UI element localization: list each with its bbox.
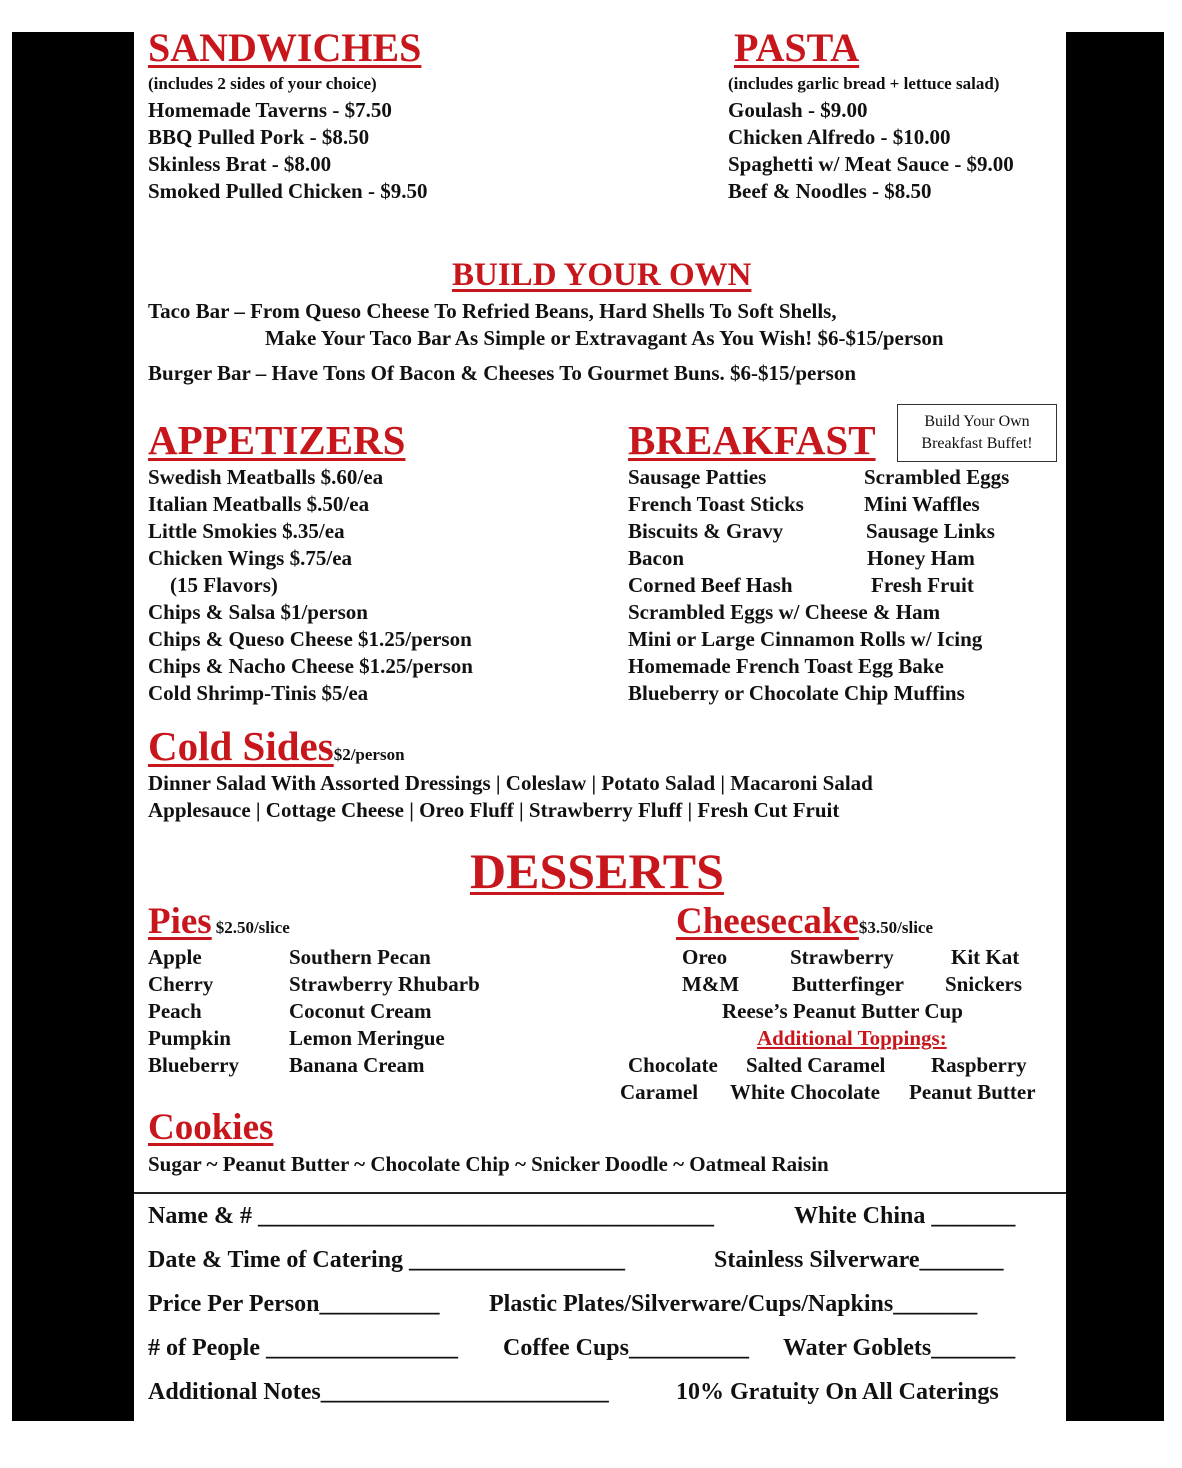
sandwiches-list: [148, 97, 427, 205]
desserts-title: DESSERTS: [470, 843, 724, 899]
pie-item: Lemon Meringue: [289, 1026, 445, 1050]
cheesecake-price: $3.50/slice: [858, 918, 934, 937]
pasta-list: [728, 97, 1014, 205]
topping-item: Chocolate: [628, 1053, 718, 1077]
topping-item: White Chocolate: [730, 1080, 880, 1104]
form-divider: [134, 1192, 1066, 1194]
taco-bar-line2: Make Your Taco Bar As Simple or Extravagant As You Wish! $6-$15/person: [265, 326, 944, 350]
cheesecake-item: Snickers: [945, 972, 1023, 996]
form-name-field: Name & # ______________________________________: [148, 1203, 714, 1229]
pies-title: Pies: [148, 901, 212, 942]
breakfast-item: Honey Ham: [867, 546, 975, 570]
breakfast-item: Homemade French Toast Egg Bake: [628, 654, 944, 678]
pie-item: Southern Pecan: [289, 945, 431, 969]
appetizers-list: [148, 464, 473, 707]
breakfast-item: Blueberry or Chocolate Chip Muffins: [628, 681, 965, 705]
topping-item: Salted Caramel: [746, 1053, 886, 1077]
pies-price: $2.50/slice: [215, 918, 290, 937]
cheesecake-item: Kit Kat: [951, 945, 1020, 969]
breakfast-buffet-box: [897, 404, 1057, 462]
pie-item: Apple: [148, 945, 202, 969]
burger-bar-line: Burger Bar – Have Tons Of Bacon & Cheeses To Gourmet Buns. $6-$15/person: [148, 361, 857, 385]
form-notes-field: Additional Notes________________________: [148, 1379, 609, 1405]
additional-toppings-title: Additional Toppings:: [757, 1026, 947, 1050]
breakfast-item: Biscuits & Gravy: [628, 519, 784, 543]
form-people-field: # of People ________________: [148, 1335, 458, 1361]
sandwich-item: Smoked Pulled Chicken - $9.50: [148, 179, 428, 203]
pies-heading: [148, 900, 290, 943]
cookies-title: Cookies: [148, 1107, 274, 1148]
pasta-title: PASTA: [734, 25, 860, 70]
cold-sides-heading: [148, 722, 405, 770]
cheesecake-item: Butterfinger: [792, 972, 904, 996]
breakfast-item: Scrambled Eggs w/ Cheese & Ham: [628, 600, 941, 624]
pies-col2: [289, 944, 480, 1079]
breakfast-item: Sausage Links: [866, 519, 995, 543]
pie-item: Banana Cream: [289, 1053, 425, 1077]
pie-item: Strawberry Rhubarb: [289, 972, 480, 996]
breakfast-item: Mini or Large Cinnamon Rolls w/ Icing: [628, 627, 983, 651]
pie-item: Peach: [148, 999, 202, 1023]
sandwich-item: Homemade Taverns - $7.50: [148, 98, 392, 122]
appetizer-item: Cold Shrimp-Tinis $5/ea: [148, 681, 369, 705]
pasta-item: Spaghetti w/ Meat Sauce - $9.00: [728, 152, 1014, 176]
topping-item: Raspberry: [931, 1053, 1027, 1077]
cold-sides-line1: Dinner Salad With Assorted Dressings | Coleslaw | Potato Salad | Macaroni Salad: [148, 771, 873, 795]
appetizer-item: Chips & Salsa $1/person: [148, 600, 368, 624]
pie-item: Pumpkin: [148, 1026, 231, 1050]
breakfast-item: French Toast Sticks: [628, 492, 804, 516]
breakfast-item: Corned Beef Hash: [628, 573, 793, 597]
breakfast-full-list: [628, 599, 982, 707]
form-coffee-cups: Coffee Cups__________: [503, 1335, 749, 1361]
breakfast-box-line: Breakfast Buffet!: [921, 435, 1033, 452]
sandwiches-title: SANDWICHES: [148, 25, 422, 70]
pasta-item: Chicken Alfredo - $10.00: [728, 125, 951, 149]
appetizer-item: Little Smokies $.35/ea: [148, 519, 345, 543]
sandwich-item: Skinless Brat - $8.00: [148, 152, 332, 176]
breakfast-col2: [864, 464, 1009, 599]
appetizers-title: APPETIZERS: [148, 417, 406, 463]
cheesecake-item: Reese’s Peanut Butter Cup: [722, 999, 963, 1023]
cold-sides-price: $2/person: [333, 745, 405, 764]
pie-item: Blueberry: [148, 1053, 239, 1077]
topping-item: Caramel: [620, 1080, 699, 1104]
pie-item: Cherry: [148, 972, 214, 996]
breakfast-item: Bacon: [628, 546, 685, 570]
cold-sides-line2: Applesauce | Cottage Cheese | Oreo Fluff | Strawberry Fluff | Fresh Cut Fruit: [148, 798, 840, 822]
form-gratuity: 10% Gratuity On All Caterings: [676, 1379, 999, 1405]
cheesecake-item: M&M: [682, 972, 740, 996]
cheesecake-item: Oreo: [682, 945, 728, 969]
appetizer-item: Chips & Nacho Cheese $1.25/person: [148, 654, 473, 678]
appetizer-item-note: (15 Flavors): [170, 573, 278, 597]
appetizer-item: Chicken Wings $.75/ea: [148, 546, 353, 570]
left-black-border: [12, 32, 134, 1421]
form-price-field: Price Per Person__________: [148, 1291, 440, 1317]
pasta-item: Goulash - $9.00: [728, 98, 868, 122]
breakfast-title: BREAKFAST: [628, 417, 876, 463]
breakfast-item: Fresh Fruit: [871, 573, 974, 597]
pasta-note: (includes garlic bread + lettuce salad): [728, 74, 1000, 93]
cold-sides-title: Cold Sides: [148, 723, 334, 769]
form-white-china: White China _______: [794, 1203, 1016, 1229]
form-silverware: Stainless Silverware_______: [714, 1247, 1004, 1273]
breakfast-item: Mini Waffles: [864, 492, 980, 516]
right-black-border: [1066, 32, 1164, 1421]
sandwich-item: BBQ Pulled Pork - $8.50: [148, 125, 370, 149]
form-date-field: Date & Time of Catering __________________: [148, 1247, 626, 1273]
breakfast-item: Sausage Patties: [628, 465, 767, 489]
sandwiches-note: (includes 2 sides of your choice): [148, 74, 377, 93]
form-water-goblets: Water Goblets_______: [783, 1335, 1016, 1361]
pie-item: Coconut Cream: [289, 999, 432, 1023]
pies-col1: [148, 944, 239, 1079]
breakfast-col1: [628, 464, 804, 599]
cheesecake-heading: [676, 900, 933, 943]
appetizer-item: Italian Meatballs $.50/ea: [148, 492, 370, 516]
appetizer-item: Chips & Queso Cheese $1.25/person: [148, 627, 472, 651]
pasta-item: Beef & Noodles - $8.50: [728, 179, 932, 203]
form-plastic: Plastic Plates/Silverware/Cups/Napkins_______: [489, 1291, 978, 1317]
breakfast-item: Scrambled Eggs: [864, 465, 1010, 489]
breakfast-box-line: Build Your Own: [924, 413, 1030, 430]
appetizer-item: Swedish Meatballs $.60/ea: [148, 465, 384, 489]
topping-item: Peanut Butter: [909, 1080, 1036, 1104]
taco-bar-line1: Taco Bar – From Queso Cheese To Refried Beans, Hard Shells To Soft Shells,: [148, 299, 837, 323]
cookies-line: Sugar ~ Peanut Butter ~ Chocolate Chip ~ Snicker Doodle ~ Oatmeal Raisin: [148, 1152, 829, 1176]
cheesecake-title: Cheesecake: [676, 901, 859, 942]
cheesecake-item: Strawberry: [790, 945, 894, 969]
build-your-own-title: BUILD YOUR OWN: [452, 257, 752, 293]
